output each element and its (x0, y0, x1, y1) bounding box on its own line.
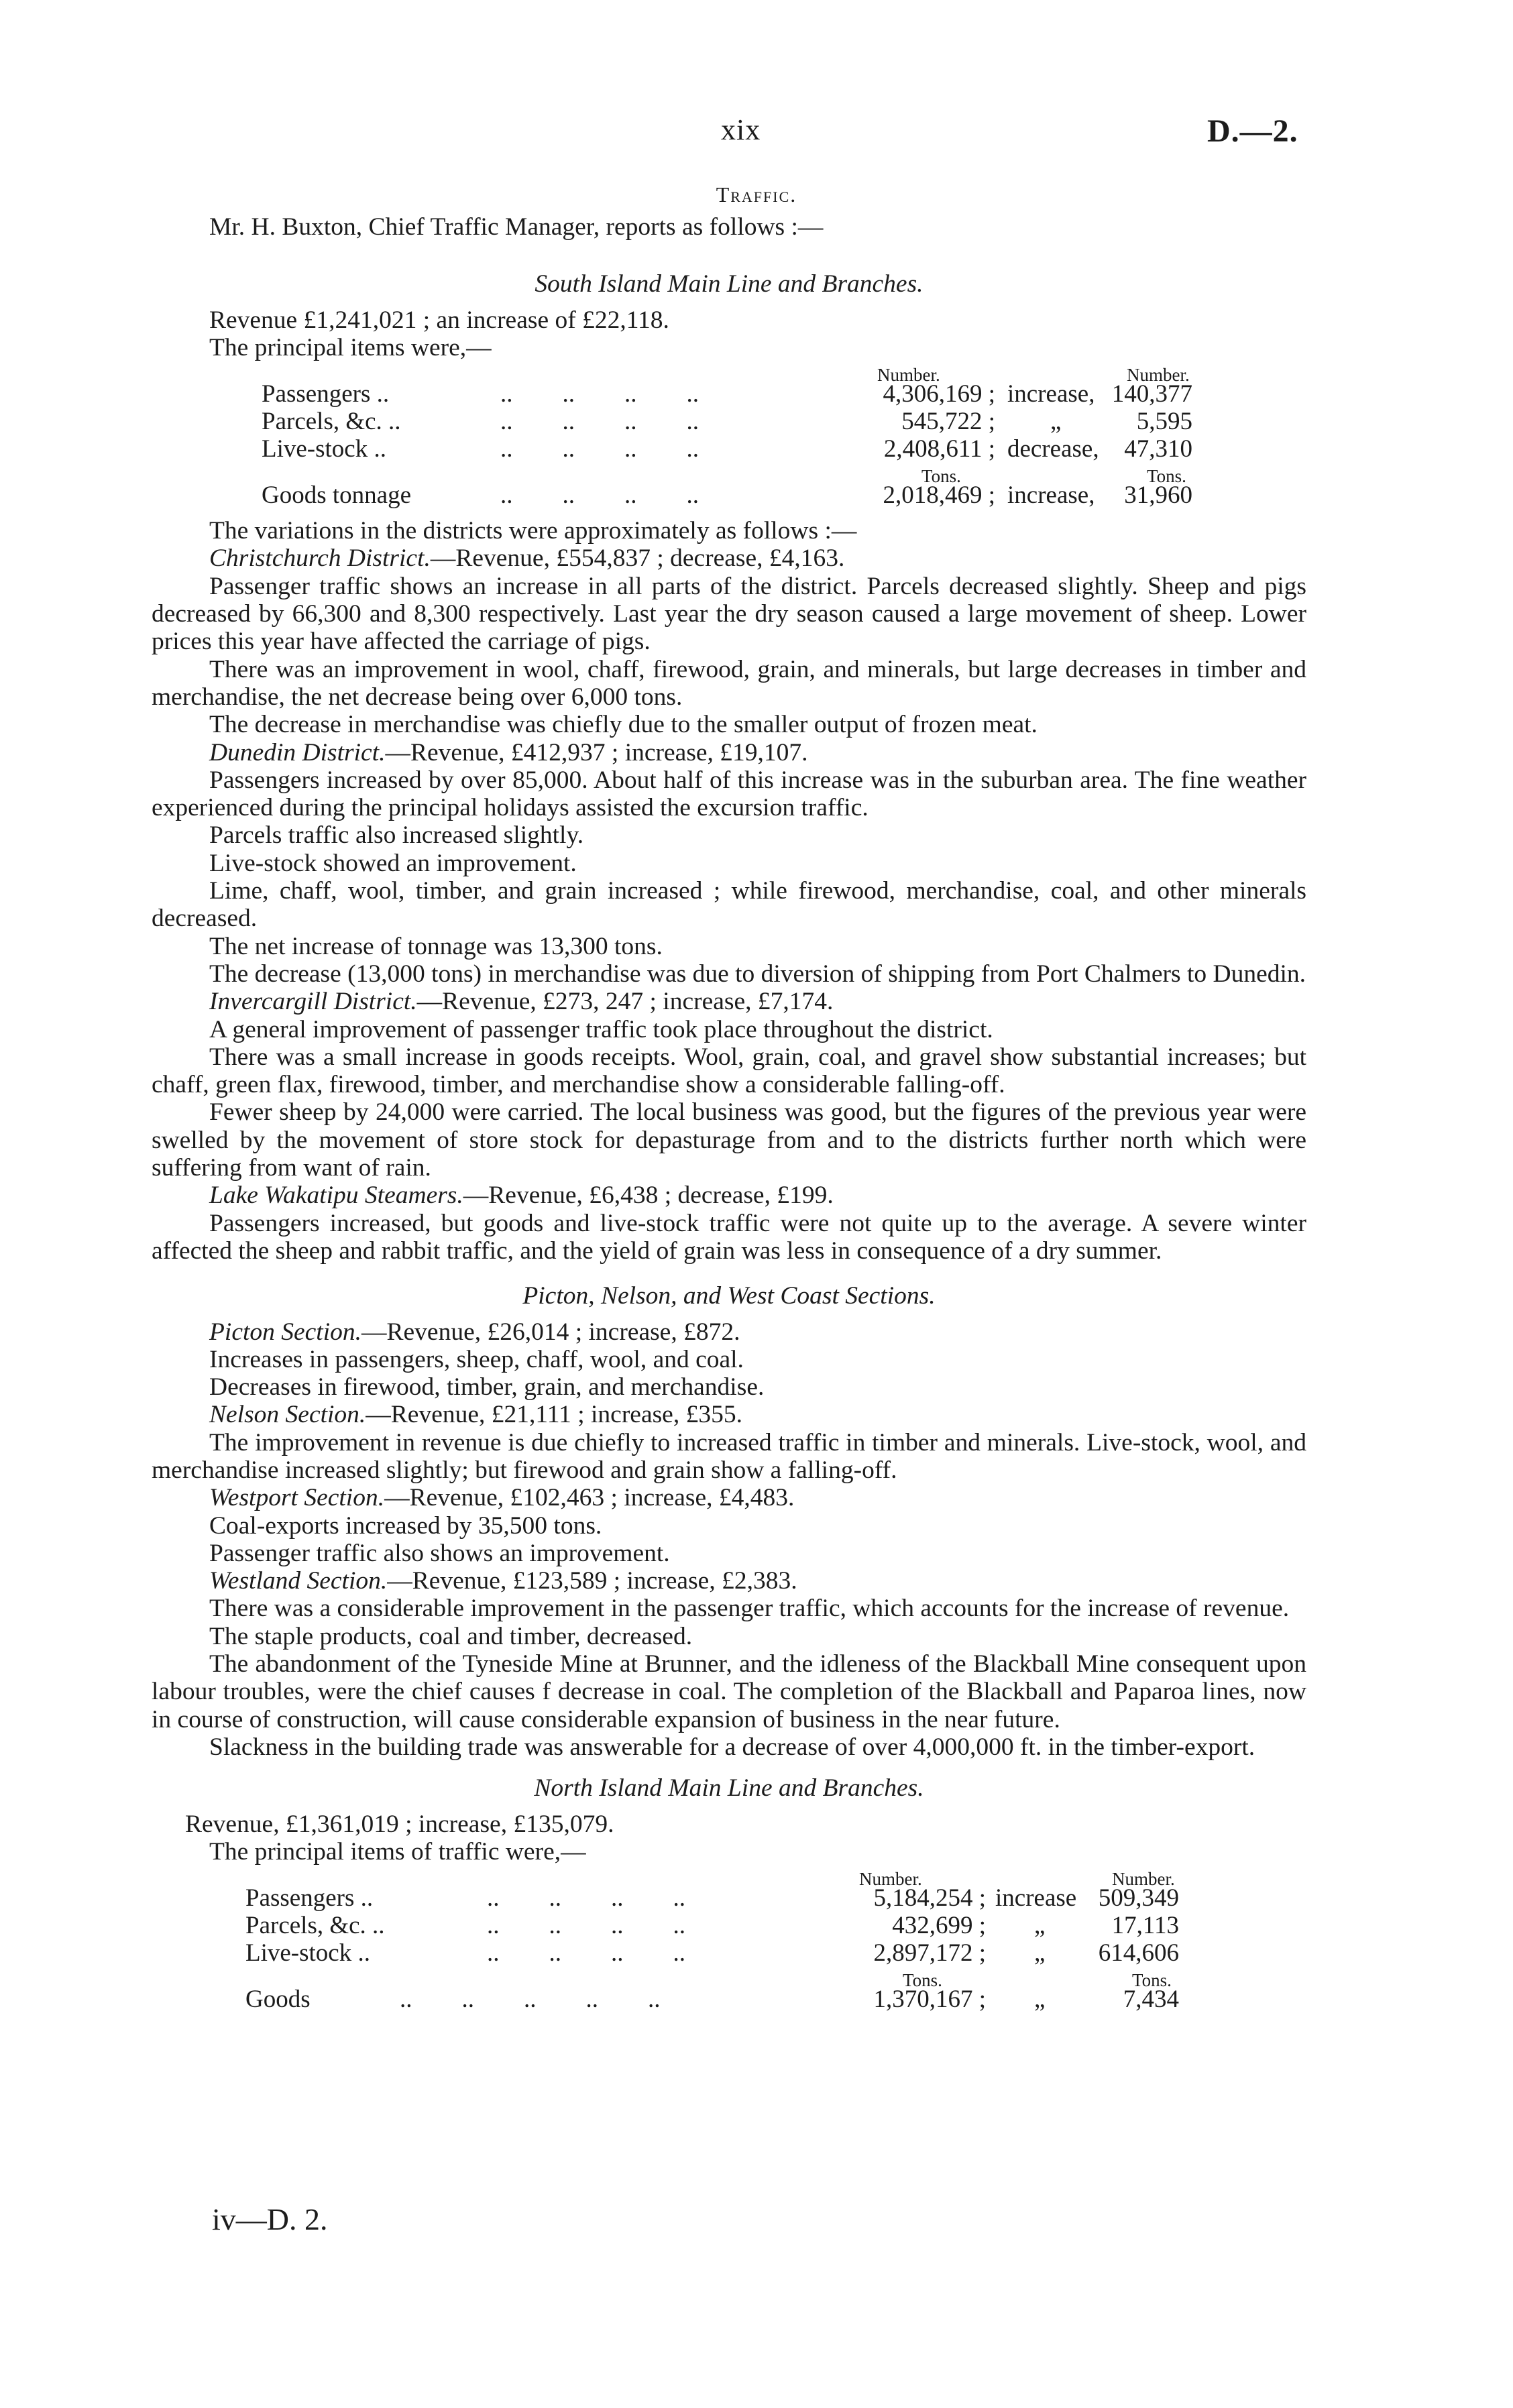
paragraph: There was a considerable improvement in the passenger traffic, which accounts for the increase of revenue. (209, 1595, 1290, 1623)
col-number-header: Number. (859, 1869, 922, 1890)
paragraph: Passengers increased, but goods and live-stock traffic were not quite up to the average. A severe winter affected the sheep and rabbit traffic, and the yield of grain was less in consequence of a dry summer. (152, 1209, 1306, 1265)
north-island-title: North Island Main Line and Branches. (534, 1774, 924, 1802)
table-row: Goods tonnage .. .. .. .. 2,018,469 ; increase, 31,960 (262, 481, 1192, 510)
col-number-header: Number. (877, 365, 940, 386)
paragraph: Decreases in firewood, timber, grain, and merchandise. (209, 1373, 765, 1401)
page-number: xix (721, 113, 761, 146)
paragraph: The decrease (13,000 tons) in merchandise was due to diversion of shipping from Port Chalmers to Dunedin. (209, 960, 1306, 988)
col-number2-header: Number. (1127, 365, 1190, 386)
paragraph: A general improvement of passenger traffic took place throughout the district. (209, 1015, 993, 1043)
paragraph: Live-stock showed an improvement. (209, 849, 577, 877)
table-row: Parcels, &c. .. .. .. .. .. 545,722 ; „ 5,595 (262, 408, 1192, 436)
north-traffic-table (152, 1866, 1306, 2014)
variations-line: The variations in the districts were approximately as follows :— (209, 517, 857, 545)
paragraph: The abandonment of the Tyneside Mine at Brunner, and the idleness of the Blackball Mine consequent upon labour troubles, were the chief causes f decrease in coal. The completion of the Blackball and Paparoa lines, now in course of construction, will cause considerable expansion of business in the near future. (152, 1650, 1306, 1733)
westland-revenue: Westland Section.—Revenue, £123,589 ; increase, £2,383. (209, 1567, 797, 1595)
north-principal: The principal items of traffic were,— (209, 1837, 586, 1866)
paragraph: Slackness in the building trade was answerable for a decrease of over 4,000,000 ft. in the timber-export. (209, 1733, 1255, 1761)
paragraph: Lime, chaff, wool, timber, and grain increased ; while firewood, merchandise, coal, and other minerals decreased. (152, 877, 1306, 933)
signature-mark: iv—D. 2. (212, 2202, 328, 2236)
paragraph: Fewer sheep by 24,000 were carried. The local business was good, but the figures of the previous year were swelled by the movement of store stock for depasturage from and to the districts further north which were suffering from want of rain. (152, 1098, 1306, 1182)
table-row: Goods .. .. .. .. .. 1,370,167 ; „ 7,434 (245, 1986, 1179, 2014)
paragraph: There was an improvement in wool, chaff, firewood, grain, and minerals, but large decreases in timber and merchandise, the net decrease being over 6,000 tons. (152, 655, 1306, 711)
south-revenue: Revenue £1,241,021 ; an increase of £22,118. (209, 306, 669, 334)
section-heading: Traffic. (716, 182, 797, 207)
paragraph: Passenger traffic also shows an improvement. (209, 1539, 670, 1567)
paragraph: Passenger traffic shows an increase in all parts of the district. Parcels decreased slightly. Sheep and pigs decreased by 66,300 and 8,300 respectively. Last year the dry season caused a large movement of sheep. Lower prices this year have affected the carriage of pigs. (152, 572, 1306, 656)
table-row: Live-stock .. .. .. .. .. 2,408,611 ; decrease, 47,310 (262, 435, 1192, 463)
table-row: Passengers .. .. .. .. .. 4,306,169 ; increase, 140,377 (262, 380, 1192, 408)
table-row: Parcels, &c. .. .. .. .. .. 432,699 ; „ 17,113 (245, 1912, 1179, 1940)
main-text (152, 213, 1306, 2014)
nelson-revenue: Nelson Section.—Revenue, £21,111 ; increase, £355. (209, 1401, 742, 1429)
invercargill-revenue: Invercargill District.—Revenue, £273, 247 ; increase, £7,174. (209, 988, 834, 1016)
paragraph: The improvement in revenue is due chiefly to increased traffic in timber and minerals. Live-stock, wool, and merchandise increased slightly; but firewood and grain show a falling-off. (152, 1428, 1306, 1484)
paragraph: There was a small increase in goods receipts. Wool, grain, coal, and gravel show substantial increases; but chaff, green flax, firewood, timber, and merchandise show a considerable falling-off. (152, 1043, 1306, 1099)
paragraph: Passengers increased by over 85,000. About half of this increase was in the suburban area. The fine weather experienced during the principal holidays assisted the excursion traffic. (152, 766, 1306, 822)
paragraph: Parcels traffic also increased slightly. (209, 821, 584, 850)
christchurch-revenue: Christchurch District.—Revenue, £554,837 ; decrease, £4,163. (209, 544, 845, 573)
wakatipu-revenue: Lake Wakatipu Steamers.—Revenue, £6,438 ; decrease, £199. (209, 1182, 834, 1210)
paragraph: The decrease in merchandise was chiefly due to the smaller output of frozen meat. (209, 711, 1038, 739)
table-row: Live-stock .. .. .. .. .. 2,897,172 ; „ 614,606 (245, 1939, 1179, 1967)
south-principal: The principal items were,— (209, 333, 492, 361)
document-reference: D.—2. (1207, 113, 1298, 149)
table-header-row (152, 1866, 1306, 1890)
intro-line: Mr. H. Buxton, Chief Traffic Manager, reports as follows :— (209, 213, 824, 241)
table-units-row: Tons. Tons. (903, 1970, 1172, 1991)
westport-revenue: Westport Section.—Revenue, £102,463 ; increase, £4,483. (209, 1484, 795, 1512)
table-row: Passengers .. .. .. .. .. 5,184,254 ; increase 509,349 (245, 1884, 1179, 1912)
dunedin-revenue: Dunedin District.—Revenue, £412,937 ; increase, £19,107. (209, 738, 808, 766)
paragraph: Increases in passengers, sheep, chaff, wool, and coal. (209, 1345, 744, 1373)
south-island-title: South Island Main Line and Branches. (535, 270, 923, 298)
col-number2-header: Number. (1112, 1869, 1175, 1890)
paragraph: The net increase of tonnage was 13,300 tons. (209, 932, 663, 960)
paragraph: The staple products, coal and timber, decreased. (209, 1622, 693, 1650)
picton-section-title: Picton, Nelson, and West Coast Sections. (522, 1282, 936, 1310)
table-units-row: Tons. Tons. (921, 466, 1186, 487)
south-traffic-table (152, 361, 1306, 510)
picton-revenue: Picton Section.—Revenue, £26,014 ; increase, £872. (209, 1318, 740, 1346)
north-revenue: Revenue, £1,361,019 ; increase, £135,079. (185, 1810, 614, 1838)
table-header-row (152, 361, 1306, 386)
paragraph: Coal-exports increased by 35,500 tons. (209, 1511, 602, 1540)
